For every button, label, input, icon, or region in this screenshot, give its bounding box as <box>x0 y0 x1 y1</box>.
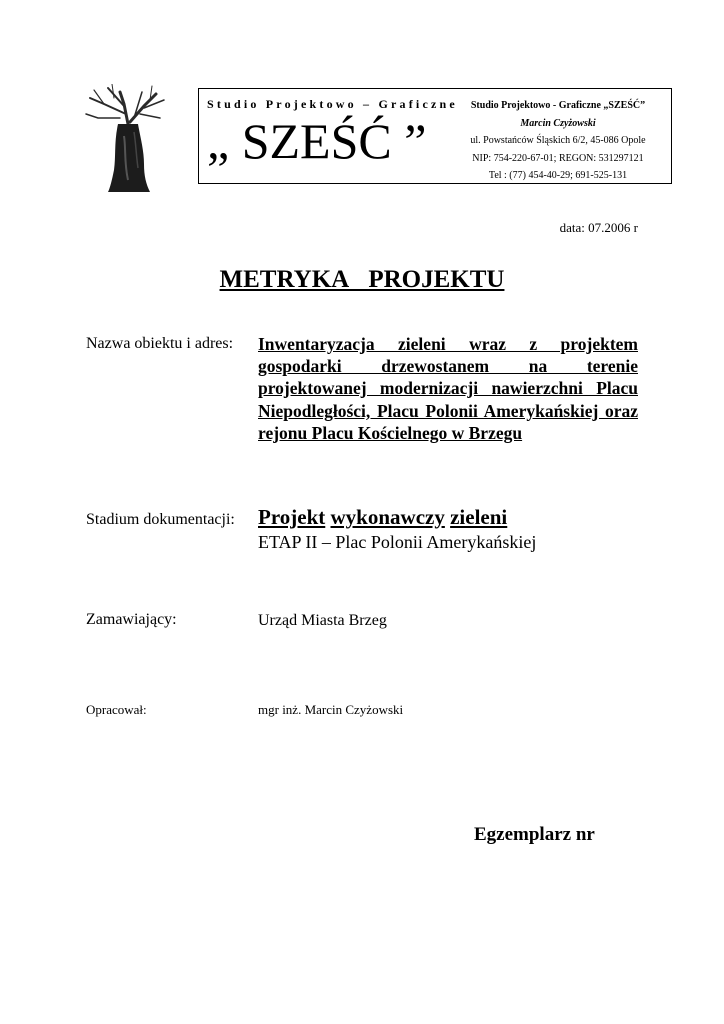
letterhead-box <box>198 88 672 184</box>
client-label: Zamawiający: <box>86 611 177 628</box>
page-title: METRYKA PROJEKTU <box>219 266 505 293</box>
contact-ids: NIP: 754-220-67-01; REGON: 531297121 <box>472 152 644 164</box>
object-name: Inwentaryzacja zieleni wraz z projektem gospodarki drzewostanem na terenie projektowanej modernizacji nawierzchni Placu Niepodległości, Placu Polonii Amerykańskiej oraz rejonu Placu Kościelnego w Brzegu <box>258 334 638 443</box>
studio-name: „ SZEŚĆ ” <box>207 113 427 169</box>
stadium-word: zieleni <box>450 505 508 529</box>
contact-block <box>455 97 661 185</box>
author-label: Opracował: <box>86 702 147 717</box>
author-value: mgr inż. Marcin Czyżowski <box>258 702 404 717</box>
stadium-word: Projekt <box>258 505 326 529</box>
stadium-label: Stadium dokumentacji: <box>86 511 235 528</box>
stadium-subtitle: ETAP II – Plac Polonii Amerykańskiej <box>258 532 537 552</box>
contact-address: ul. Powstańców Śląskich 6/2, 45-086 Opole <box>470 135 646 146</box>
client-value: Urząd Miasta Brzeg <box>258 612 387 629</box>
contact-company: Studio Projektowo - Graficzne „SZEŚĆ” <box>470 100 646 111</box>
contact-phone: Tel : (77) 454-40-29; 691-525-131 <box>488 170 628 181</box>
contact-person: Marcin Czyżowski <box>520 117 596 129</box>
stadium-value <box>258 505 507 530</box>
studio-subtitle: Studio Projektowo – Graficzne <box>207 97 458 111</box>
copy-number-label: Egzemplarz nr <box>474 824 595 845</box>
tree-logo <box>84 84 166 192</box>
document-date: data: 07.2006 r <box>559 220 638 235</box>
stadium-word: wykonawczy <box>330 505 445 529</box>
object-label: Nazwa obiektu i adres: <box>86 335 234 352</box>
